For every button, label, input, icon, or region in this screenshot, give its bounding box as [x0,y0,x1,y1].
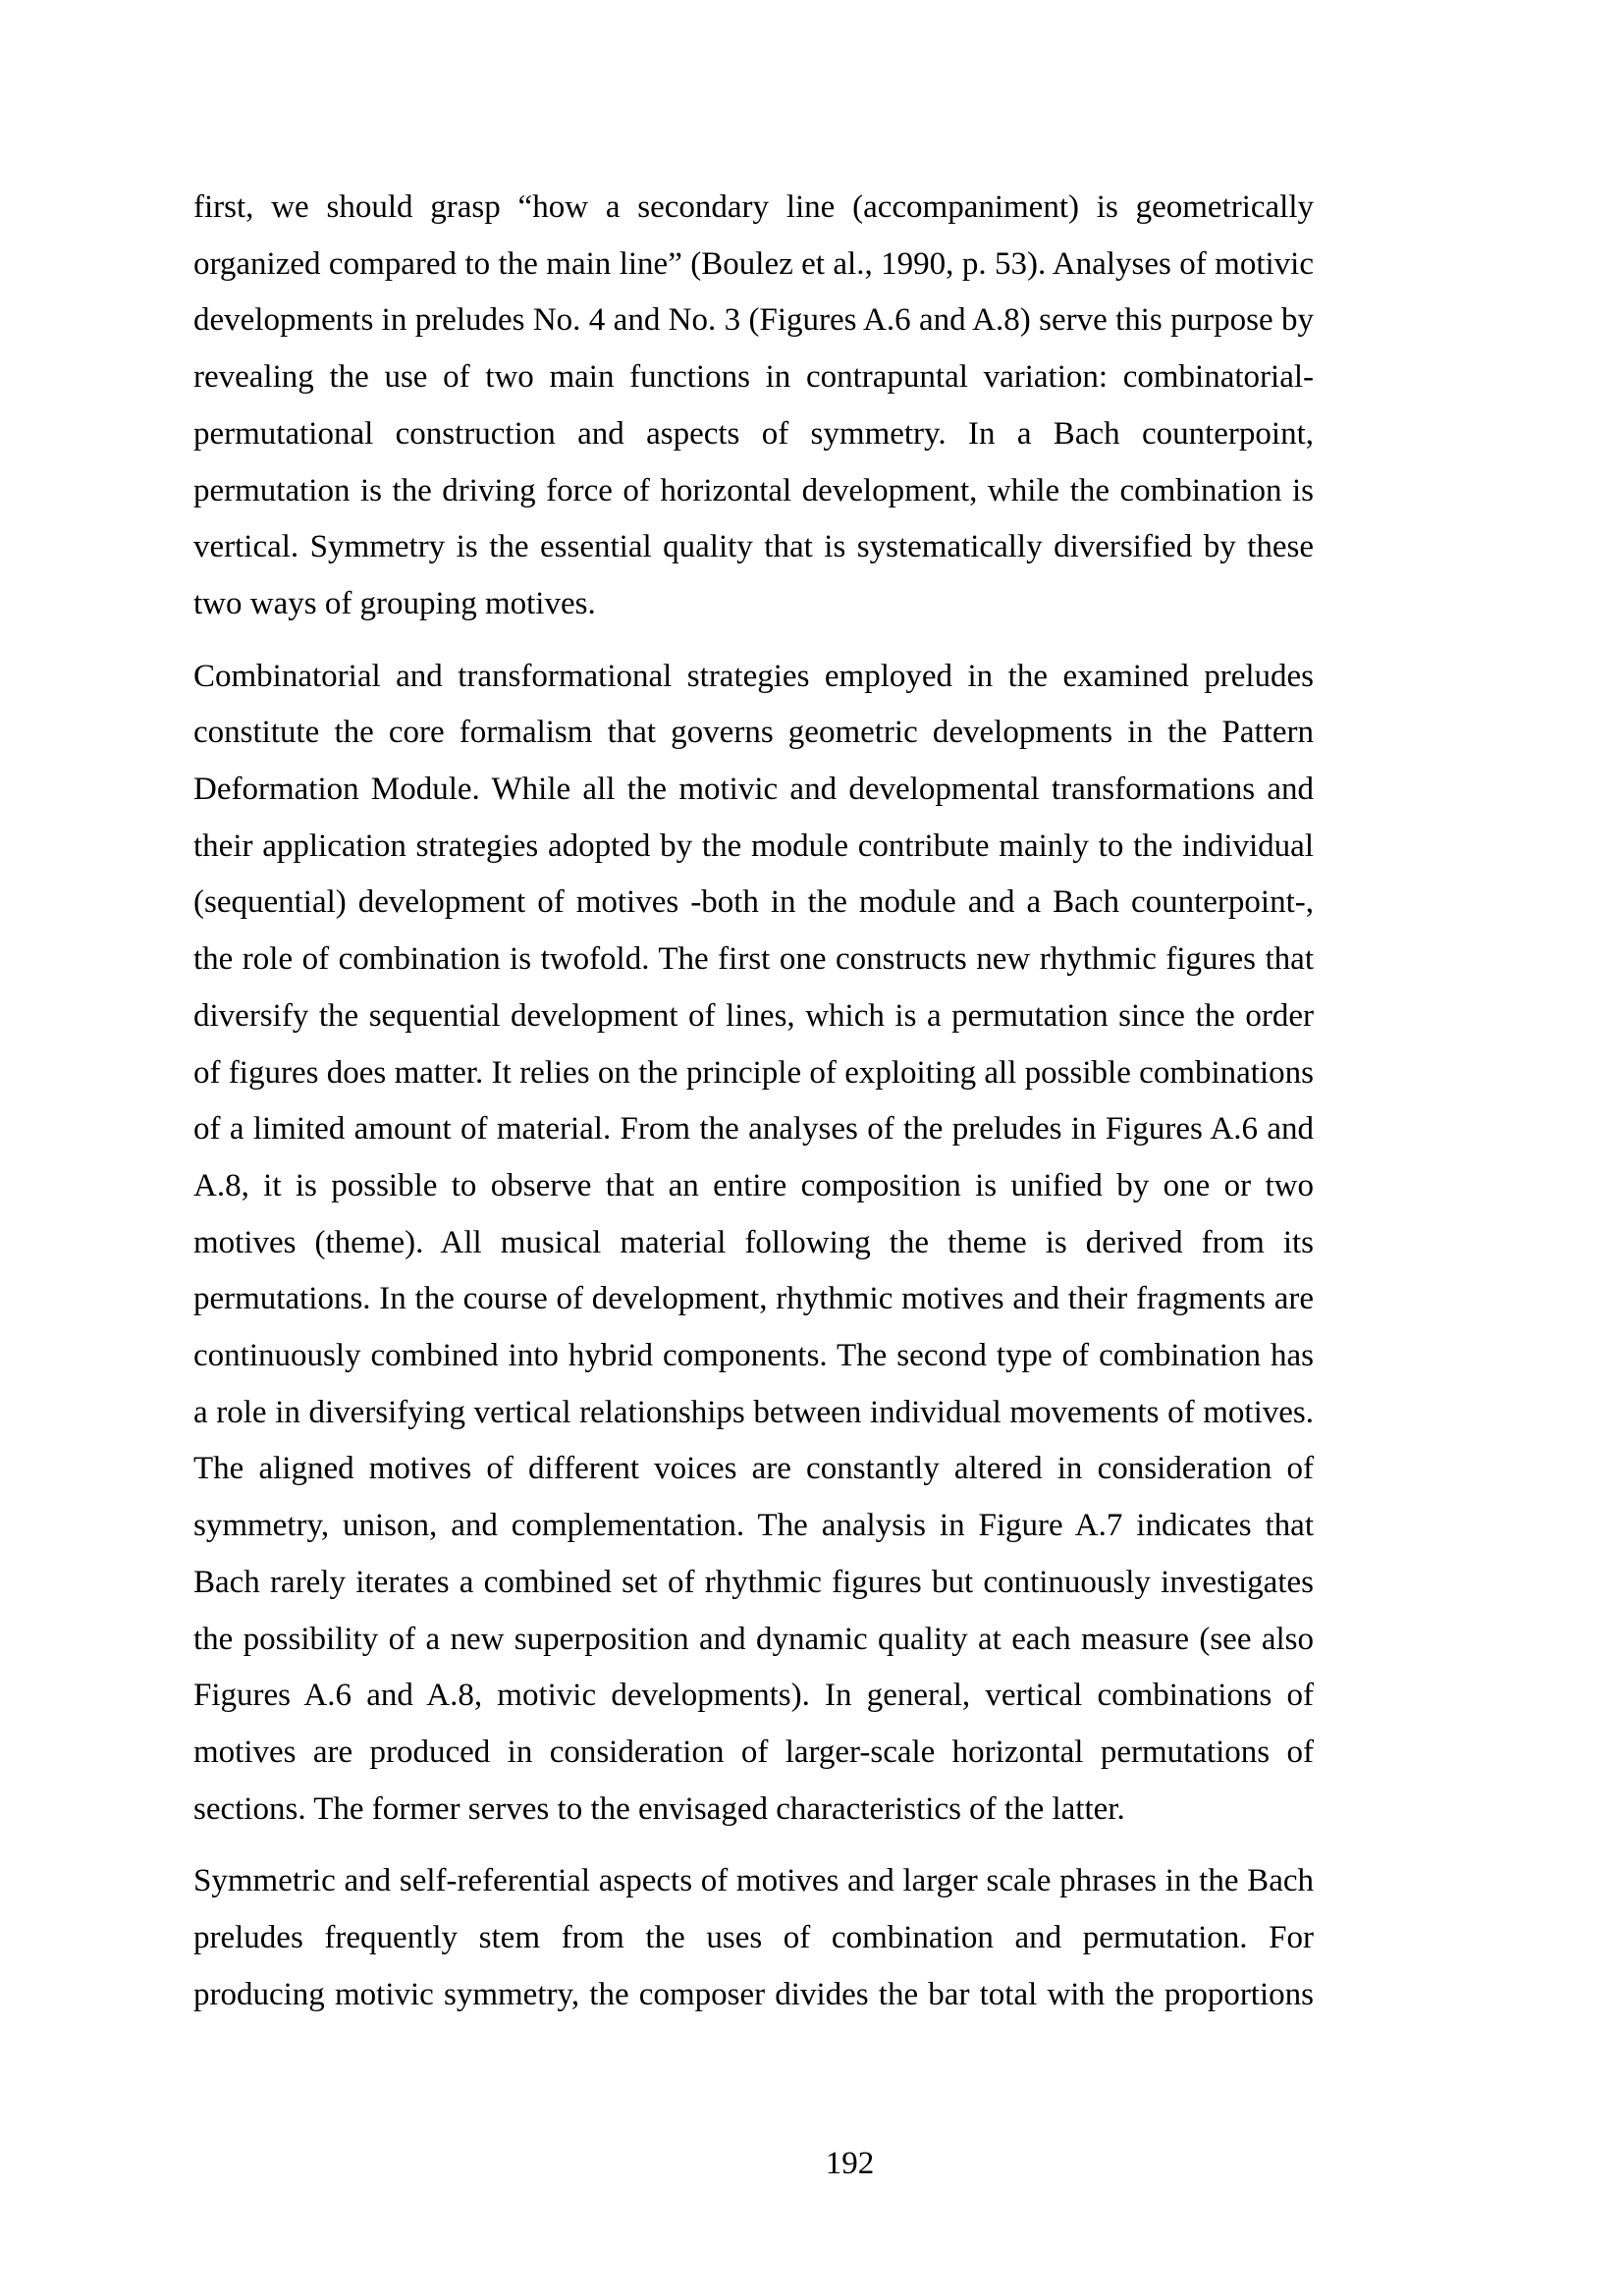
paragraph-1: first, we should grasp “how a secondary line (accompaniment) is geometrically organized compared to the main line” (Boulez et al., 1990, p. 53). Analyses of motivic developments in preludes No. 4 and No. 3 (Figures A.6 and A.8) serve this purpose by revealing the use of two main functions in contrapuntal variation: combinatorial-permutational construction and aspects of symmetry. In a Bach counterpoint, permutation is the driving force of horizontal development, while the combination is vertical. Symmetry is the essential quality that is systematically diversified by these two ways of grouping motives. [193,189,1314,621]
paragraph-2: Combinatorial and transformational strategies employed in the examined preludes constitute the core formalism that governs geometric developments in the Pattern Deformation Module. While all the motivic and developmental transformations and their application strategies adopted by the module contribute mainly to the individual (sequential) development of motives -both in the module and a Bach counterpoint-, the role of combination is twofold. The first one constructs new rhythmic figures that diversify the sequential development of lines, which is a permutation since the order of figures does matter. It relies on the principle of exploiting all possible combinations of a limited amount of material. From the analyses of the preludes in Figures A.6 and A.8, it is possible to observe that an entire composition is unified by one or two motives (theme). All musical material following the theme is derived from its permutations. In the course of development, rhythmic motives and their fragments are continuously combined into hybrid components. The second type of combination has a role in diversifying vertical relationships between individual movements of motives. The aligned motives of different voices are constantly altered in consideration of symmetry, unison, and complementation. The analysis in Figure A.7 indicates that Bach rarely iterates a combined set of rhythmic figures but continuously investigates the possibility of a new superposition and dynamic quality at each measure (see also Figures A.6 and A.8, motivic developments). In general, vertical combinations of motives are produced in consideration of larger-scale horizontal permutations of sections. The former serves to the envisaged characteristics of the latter. [193,658,1314,1827]
body-text [193,180,1314,2040]
page-number-container [0,2146,1506,2181]
page-number: 192 [825,2146,875,2181]
paragraph-3: Symmetric and self-referential aspects of motives and larger scale phrases in the Bach preludes frequently stem from the uses of combination and permutation. For producing motivic symmetry, the composer divides the bar total with the proportions [193,1863,1314,2012]
